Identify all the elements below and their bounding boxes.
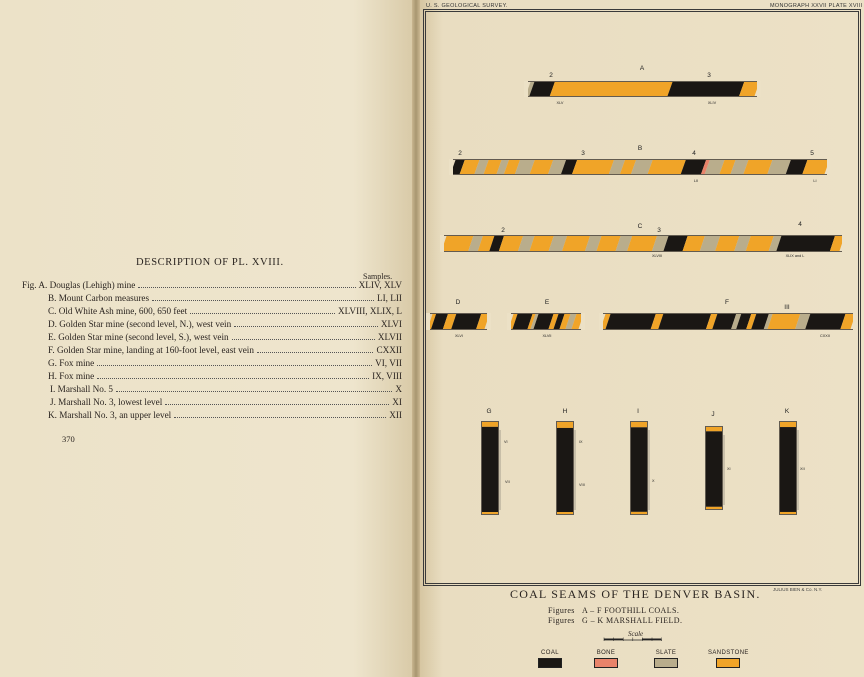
entry-samples: XI	[392, 397, 402, 407]
figure-label-A: A	[639, 65, 645, 72]
entry-samples: IX, VIII	[372, 371, 402, 381]
sandstone-layer	[442, 236, 474, 251]
figure-label-F: F	[725, 299, 729, 306]
figure-label-E: E	[544, 299, 550, 306]
section-edge-mask	[842, 235, 846, 252]
entry-label: Fig. A. Douglas (Lehigh) mine	[22, 280, 136, 290]
seam-number: 2	[549, 72, 553, 79]
legend-label: BONE	[596, 650, 616, 656]
figure-label-G: G	[486, 408, 492, 415]
coal-layer	[606, 314, 656, 329]
entry-samples: XLVII	[377, 332, 402, 342]
engraver-credit: JULIUS BIEN & Co. N.Y.	[773, 587, 823, 592]
plate-header: MONOGRAPH XXVII PLATE XVIII	[770, 3, 863, 9]
seam-number: 3	[707, 72, 711, 79]
legend-sandstone	[708, 650, 748, 668]
seam-number: 4	[692, 150, 696, 157]
figures-text: G – K MARSHALL FIELD.	[582, 616, 683, 625]
coal-layer	[631, 427, 647, 512]
figures-word: Figures	[548, 606, 575, 615]
sandstone-layer	[780, 422, 796, 427]
sandstone-layer	[780, 512, 796, 514]
entry-samples: XII	[389, 410, 402, 420]
sandstone-swatch	[716, 658, 740, 668]
sandstone-layer	[627, 236, 657, 251]
sample-label: LI	[813, 179, 817, 183]
legend-label: COAL	[541, 650, 559, 656]
sandstone-layer	[706, 427, 722, 431]
sandstone-layer	[743, 160, 772, 174]
sandstone-layer	[648, 160, 686, 174]
section-edge-mask	[599, 313, 603, 330]
figures-line-2	[548, 616, 682, 625]
legend-slate	[646, 650, 686, 668]
coal-layer	[658, 314, 711, 329]
sandstone-layer	[482, 422, 498, 427]
bone-swatch	[594, 658, 618, 668]
entry-samples: LI, LII	[377, 293, 402, 303]
section-edge-mask	[524, 81, 528, 97]
slate-swatch	[654, 658, 678, 668]
coal-swatch	[538, 658, 562, 668]
sample-label: X	[652, 479, 655, 483]
entry-label: B. Mount Carbon measures	[48, 293, 150, 303]
entry-samples: VI, VII	[375, 358, 402, 368]
entry-label: F. Golden Star mine, landing at 160-foot level, east vein	[48, 345, 254, 355]
entry-label: G. Fox mine	[48, 358, 95, 368]
section-edge-mask	[440, 235, 444, 252]
sample-label: IX	[579, 440, 583, 444]
seam-number: 2	[458, 150, 462, 157]
survey-header: U. S. GEOLOGICAL SURVEY.	[426, 3, 508, 9]
samples-header: Samples.	[363, 272, 393, 281]
seam-number: III	[784, 304, 790, 311]
seam-number: 2	[501, 227, 505, 234]
seam-number: 4	[798, 221, 802, 228]
sample-label: XLVIII	[651, 254, 663, 258]
coal-layer	[451, 314, 481, 329]
scale-label: Scale	[628, 630, 644, 638]
section-edge-mask	[581, 313, 585, 330]
entry-label: D. Golden Star mine (second level, N.), west vein	[48, 319, 232, 329]
sandstone-layer	[706, 507, 722, 509]
coal-layer	[482, 427, 498, 512]
description-title: DESCRIPTION OF PL. XVIII.	[136, 257, 284, 268]
legend-coal	[530, 650, 570, 668]
page-number: 370	[62, 434, 75, 444]
plate-title: COAL SEAMS OF THE DENVER BASIN.	[510, 587, 761, 601]
sample-label: XLV	[556, 101, 564, 105]
sandstone-layer	[557, 512, 573, 514]
sample-label: XII	[800, 467, 805, 471]
sandstone-layer	[550, 82, 673, 96]
entry-label: C. Old White Ash mine, 600, 650 feet	[48, 306, 188, 316]
coal-layer	[706, 431, 722, 507]
scale-bar-fill	[604, 639, 623, 641]
figure-label-B: B	[637, 145, 643, 152]
section-edge-mask	[449, 159, 453, 175]
sample-label: VIII	[579, 483, 585, 487]
sample-label: CXXII	[820, 334, 830, 338]
figure-label-J: J	[711, 411, 715, 418]
section-edge-mask	[426, 313, 430, 330]
section-edge-mask	[853, 313, 857, 330]
entry-samples: XLVIII, XLIX, L	[338, 306, 402, 316]
figure-label-I: I	[637, 408, 639, 415]
figure-label-C: C	[637, 223, 643, 230]
sample-label: VII	[505, 480, 510, 484]
sample-label: XLVII	[542, 334, 552, 338]
figure-label-D: D	[455, 299, 461, 306]
entry-label: E. Golden Star mine (second level, S.), west vein	[48, 332, 229, 342]
entry-samples: XLIV, XLV	[358, 280, 402, 290]
coal-layer	[668, 82, 745, 96]
sandstone-layer	[557, 422, 573, 428]
seam-number: 5	[810, 150, 814, 157]
legend-label: SLATE	[655, 650, 677, 656]
sample-label: XLIV	[707, 101, 717, 105]
figures-word: Figures	[548, 616, 575, 625]
sandstone-layer	[768, 314, 801, 329]
sandstone-layer	[631, 422, 647, 427]
entry-label: I. Marshall No. 5	[50, 384, 114, 394]
section-edge-mask	[827, 159, 831, 175]
seam-number: 3	[581, 150, 585, 157]
figure-label-K: K	[784, 408, 790, 415]
entry-samples: CXXII	[376, 345, 402, 355]
section-edge-mask	[507, 313, 511, 330]
entry-samples: XLVI	[380, 319, 402, 329]
coal-layer	[780, 427, 796, 512]
sample-label: VI	[504, 440, 508, 444]
sample-label: LII	[693, 179, 699, 183]
figure-label-H: H	[562, 408, 568, 415]
sample-label: XI	[727, 467, 731, 471]
section-edge-mask	[487, 313, 491, 330]
entry-label: J. Marshall No. 3, lowest level	[50, 397, 163, 407]
entry-label: K. Marshall No. 3, an upper level	[48, 410, 172, 420]
seam-number: 3	[657, 227, 661, 234]
sample-label: XLIX and L	[785, 254, 805, 258]
legend-label: SANDSTONE	[708, 650, 749, 656]
legend-bone	[586, 650, 626, 668]
entry-samples: X	[395, 384, 402, 394]
sandstone-layer	[631, 512, 647, 514]
sandstone-layer	[482, 512, 498, 514]
figures-text: A – F FOOTHILL COALS.	[582, 606, 680, 615]
coal-layer	[805, 314, 845, 329]
entry-label: H. Fox mine	[48, 371, 95, 381]
figures-line-1	[548, 606, 679, 615]
sample-label: XLVI	[455, 334, 463, 338]
sandstone-layer	[572, 160, 614, 174]
section-edge-mask	[757, 81, 761, 97]
coal-layer	[776, 236, 835, 251]
coal-layer	[557, 428, 573, 512]
scale-bar-fill	[642, 639, 661, 641]
